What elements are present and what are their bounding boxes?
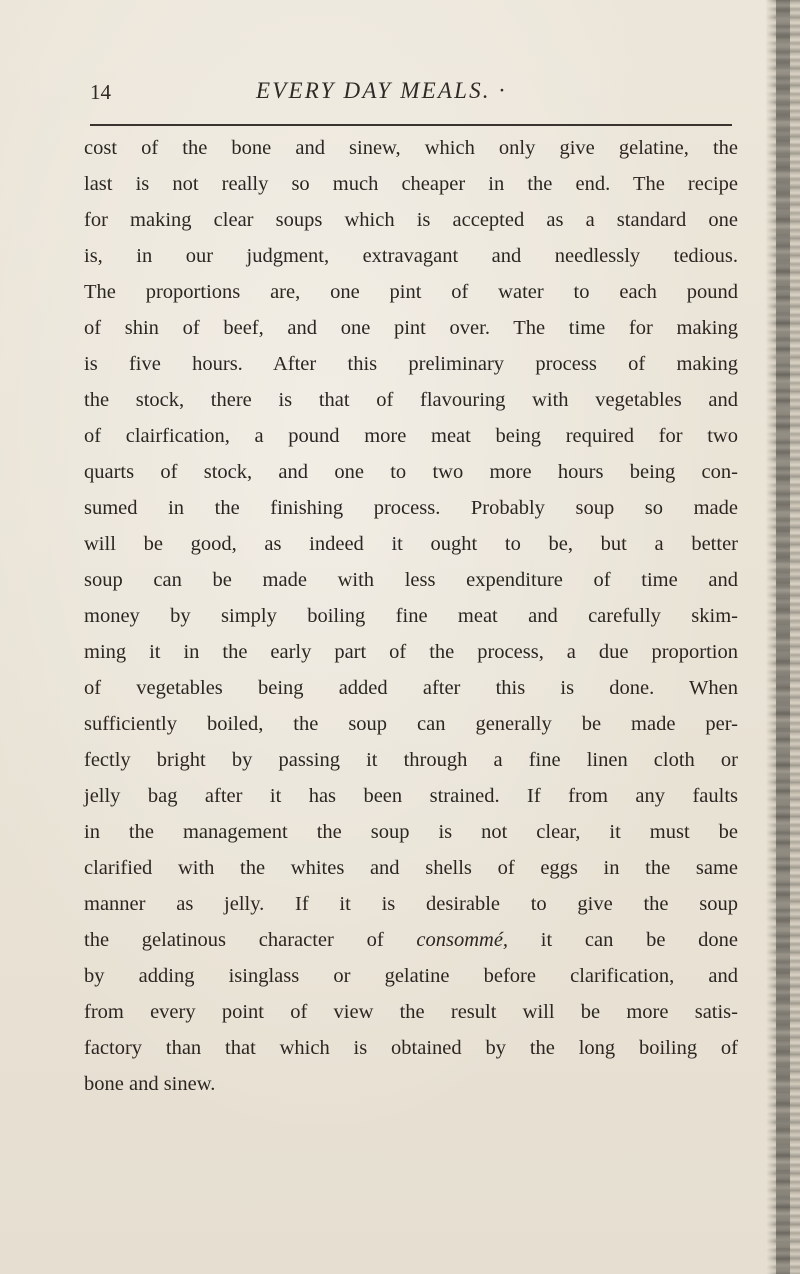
text-fragment: the gelatinous character of (84, 929, 384, 951)
text-line: factory than that which is obtained by the long boiling of (84, 1037, 738, 1059)
text-fragment: it can be done (540, 929, 739, 951)
text-line: of vegetables being added after this is done. When (84, 677, 738, 699)
text-line: last is not really so much cheaper in the end. The recipe (84, 173, 738, 195)
body-paragraph (84, 130, 738, 1102)
text-line: ming it in the early part of the process, a due proportion (84, 641, 738, 663)
header-rule (90, 124, 732, 126)
text-line: The proportions are, one pint of water to each pound (84, 281, 738, 303)
text-line: of shin of beef, and one pint over. The time for making (84, 317, 738, 339)
text-line: will be good, as indeed it ought to be, but a better (84, 533, 738, 555)
text-line: soup can be made with less expenditure of time and (84, 569, 738, 591)
text-line: money by simply boiling fine meat and carefully skim- (84, 605, 738, 627)
text-line: for making clear soups which is accepted as a standard one (84, 209, 738, 231)
text-line: sumed in the finishing process. Probably soup so made (84, 497, 738, 519)
text-line: of clairfication, a pound more meat being required for two (84, 425, 738, 447)
text-line-last: bone and sinew. (84, 1073, 216, 1095)
text-line-consomme (84, 922, 738, 958)
page-header (90, 78, 730, 108)
page-number: 14 (90, 80, 111, 104)
italic-word: consommé, (416, 929, 509, 951)
running-title: EVERY DAY MEALS. · (256, 78, 507, 103)
text-line: jelly bag after it has been strained. If from any faults (84, 785, 738, 807)
text-line: is, in our judgment, extravagant and needlessly tedious. (84, 245, 738, 267)
text-line: sufficiently boiled, the soup can generally be made per- (84, 713, 738, 735)
text-line: by adding isinglass or gelatine before clarification, and (84, 965, 738, 987)
text-line: is five hours. After this preliminary process of making (84, 353, 738, 375)
text-line: fectly bright by passing it through a fine linen cloth or (84, 749, 738, 771)
text-line: clarified with the whites and shells of eggs in the same (84, 857, 738, 879)
text-line: cost of the bone and sinew, which only give gelatine, the (84, 137, 738, 159)
text-line: the stock, there is that of flavouring with vegetables and (84, 389, 738, 411)
text-line: manner as jelly. If it is desirable to give the soup (84, 893, 738, 915)
text-line: from every point of view the result will be more satis- (84, 1001, 738, 1023)
text-line: in the management the soup is not clear, it must be (84, 821, 738, 843)
page-edge-shadow (766, 0, 800, 1274)
text-line: quarts of stock, and one to two more hours being con- (84, 461, 738, 483)
